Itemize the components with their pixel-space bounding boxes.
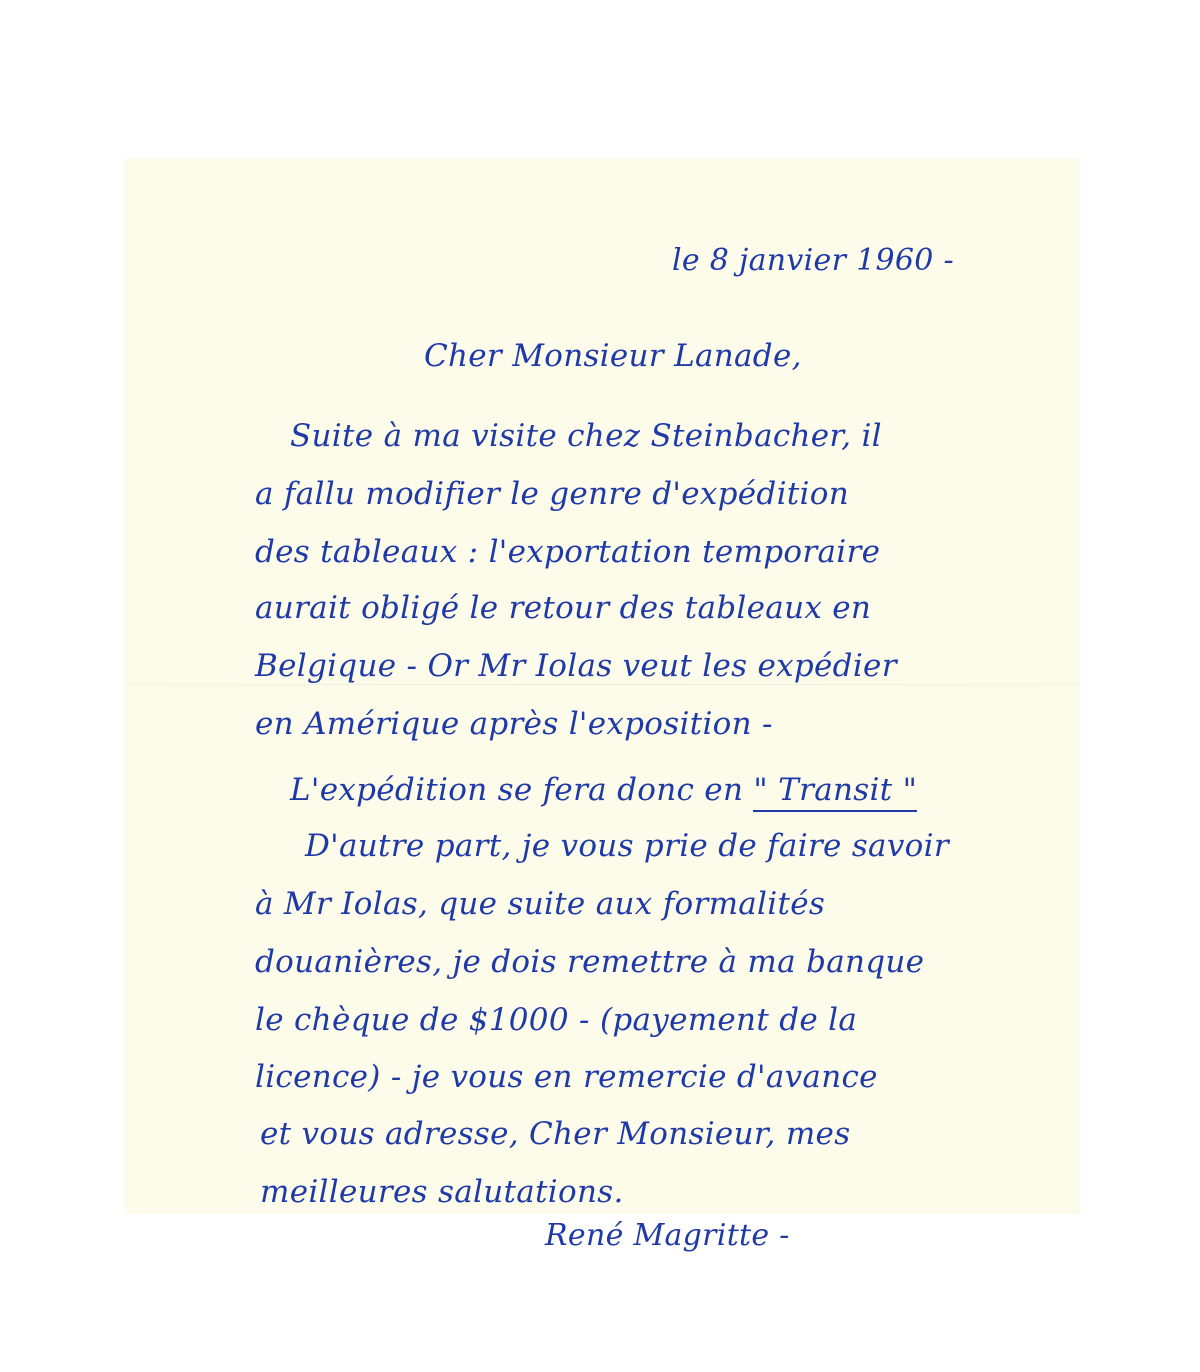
letter-line-1: Suite à ma visite chez Steinbacher, il (290, 418, 882, 454)
letter-line-5: Belgique - Or Mr Iolas veut les expédier (255, 648, 897, 684)
letter-line-8: D'autre part, je vous prie de faire savoir (305, 828, 949, 864)
letter-sheet (125, 159, 1080, 1253)
letter-line-13: et vous adresse, Cher Monsieur, mes (260, 1116, 851, 1152)
letter-line-7 (290, 772, 918, 808)
letter-date: le 8 janvier 1960 - (672, 243, 954, 278)
letter-salutation: Cher Monsieur Lanade, (424, 338, 802, 374)
letter-line-4: aurait obligé le retour des tableaux en (255, 590, 872, 626)
letter-line-12: licence) - je vous en remercie d'avance (255, 1059, 878, 1095)
emphasis-transit: " Transit " (753, 772, 917, 812)
letter-line-6: en Amérique après l'exposition - (255, 706, 773, 742)
paper-fold-line (125, 684, 1080, 685)
signature: René Magritte - (545, 1218, 790, 1253)
letter-line-14: meilleures salutations. (260, 1174, 624, 1210)
letter-line-2: a fallu modifier le genre d'expédition (255, 476, 849, 512)
letter-line-11: le chèque de $1000 - (payement de la (255, 1002, 858, 1038)
letter-line-10: douanières, je dois remettre à ma banque (255, 944, 925, 980)
letter-line-9: à Mr Iolas, que suite aux formalités (255, 886, 826, 922)
letter-line-3: des tableaux : l'exportation temporaire (255, 534, 881, 570)
letter-line-7-text: L'expédition se fera donc en (290, 772, 744, 808)
